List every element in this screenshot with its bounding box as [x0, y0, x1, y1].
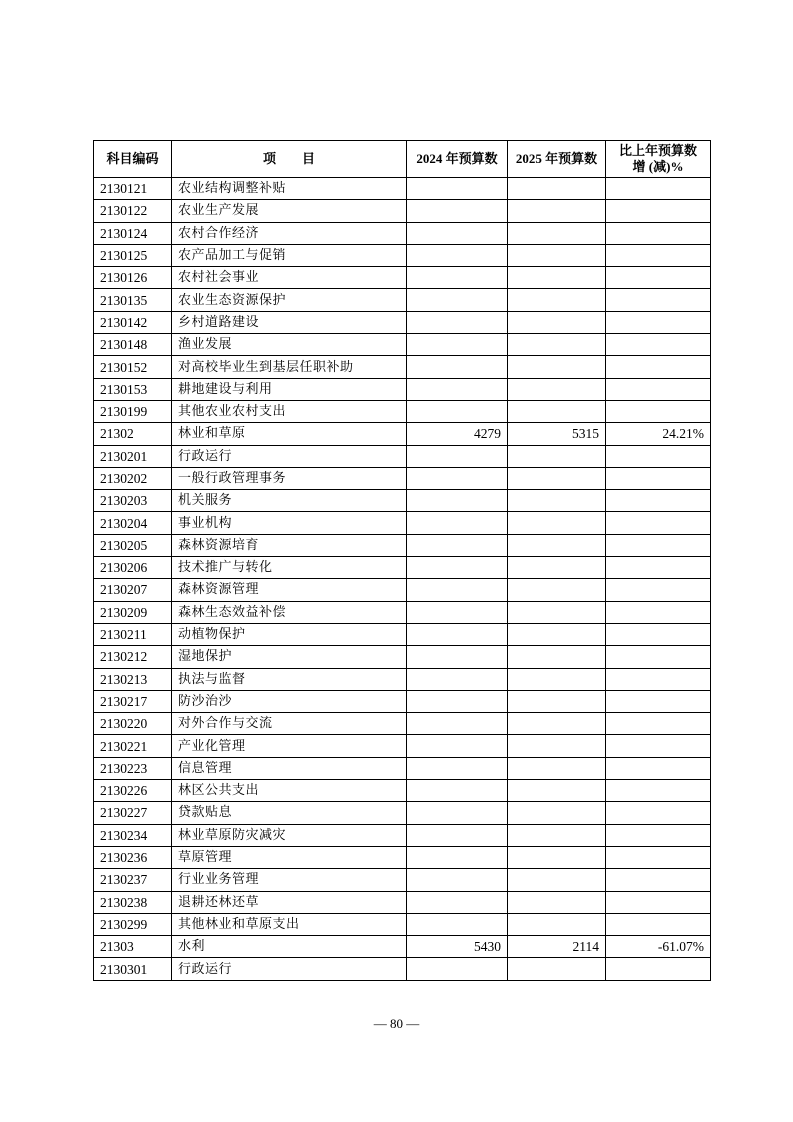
table-row [94, 356, 711, 378]
cell-code: 2130227 [94, 802, 172, 824]
cell-code: 2130122 [94, 200, 172, 222]
cell-name: 对外合作与交流 [172, 713, 407, 735]
cell-2025-budget [508, 668, 606, 690]
table-row [94, 757, 711, 779]
table-row [94, 623, 711, 645]
table-body [94, 178, 711, 981]
cell-2024-budget [407, 490, 508, 512]
cell-2024-budget [407, 222, 508, 244]
cell-change-percent [606, 824, 711, 846]
cell-change-percent [606, 467, 711, 489]
cell-name: 产业化管理 [172, 735, 407, 757]
table-row [94, 222, 711, 244]
cell-change-percent [606, 178, 711, 200]
cell-2025-budget [508, 445, 606, 467]
cell-2025-budget [508, 289, 606, 311]
cell-name: 森林生态效益补偿 [172, 601, 407, 623]
cell-change-percent [606, 445, 711, 467]
table-row [94, 267, 711, 289]
cell-2025-budget: 2114 [508, 936, 606, 958]
cell-2025-budget [508, 200, 606, 222]
cell-name: 农业生态资源保护 [172, 289, 407, 311]
cell-2024-budget [407, 824, 508, 846]
cell-change-percent: 24.21% [606, 423, 711, 445]
cell-code: 2130201 [94, 445, 172, 467]
cell-2025-budget [508, 735, 606, 757]
cell-change-percent [606, 846, 711, 868]
cell-2025-budget [508, 467, 606, 489]
cell-code: 2130226 [94, 780, 172, 802]
cell-name: 林业和草原 [172, 423, 407, 445]
cell-change-percent [606, 601, 711, 623]
cell-2024-budget [407, 289, 508, 311]
cell-name: 对高校毕业生到基层任职补助 [172, 356, 407, 378]
cell-code: 2130199 [94, 400, 172, 422]
cell-2025-budget [508, 780, 606, 802]
cell-name: 一般行政管理事务 [172, 467, 407, 489]
cell-name: 耕地建设与利用 [172, 378, 407, 400]
cell-code: 2130206 [94, 557, 172, 579]
cell-name: 其他农业农村支出 [172, 400, 407, 422]
cell-change-percent [606, 802, 711, 824]
cell-2024-budget [407, 802, 508, 824]
cell-name: 农业生产发展 [172, 200, 407, 222]
cell-code: 2130234 [94, 824, 172, 846]
cell-code: 2130223 [94, 757, 172, 779]
cell-2025-budget [508, 891, 606, 913]
table-row [94, 579, 711, 601]
cell-name: 机关服务 [172, 490, 407, 512]
cell-change-percent [606, 311, 711, 333]
cell-change-percent [606, 668, 711, 690]
table-row [94, 334, 711, 356]
table-row [94, 467, 711, 489]
cell-change-percent [606, 869, 711, 891]
cell-2025-budget [508, 869, 606, 891]
table-row [94, 735, 711, 757]
cell-2025-budget [508, 244, 606, 266]
cell-change-percent [606, 713, 711, 735]
cell-2024-budget [407, 646, 508, 668]
header-2024-budget: 2024 年预算数 [407, 141, 508, 178]
cell-2024-budget [407, 200, 508, 222]
cell-2024-budget [407, 557, 508, 579]
table-row [94, 423, 711, 445]
cell-code: 2130220 [94, 713, 172, 735]
table-row [94, 200, 711, 222]
table-row [94, 668, 711, 690]
cell-name: 动植物保护 [172, 623, 407, 645]
header-change-line1: 比上年预算数 [618, 143, 697, 158]
table-row [94, 846, 711, 868]
cell-change-percent [606, 222, 711, 244]
table-row [94, 512, 711, 534]
cell-change-percent [606, 579, 711, 601]
cell-2025-budget [508, 557, 606, 579]
table-row [94, 690, 711, 712]
cell-2024-budget [407, 356, 508, 378]
cell-name: 湿地保护 [172, 646, 407, 668]
cell-2025-budget [508, 512, 606, 534]
cell-2025-budget [508, 311, 606, 333]
cell-2025-budget [508, 646, 606, 668]
cell-name: 事业机构 [172, 512, 407, 534]
cell-change-percent [606, 244, 711, 266]
table-row [94, 802, 711, 824]
table-row [94, 490, 711, 512]
cell-change-percent [606, 534, 711, 556]
cell-change-percent [606, 334, 711, 356]
cell-2025-budget: 5315 [508, 423, 606, 445]
cell-name: 贷款贴息 [172, 802, 407, 824]
cell-code: 2130121 [94, 178, 172, 200]
cell-change-percent [606, 200, 711, 222]
cell-name: 技术推广与转化 [172, 557, 407, 579]
cell-code: 2130217 [94, 690, 172, 712]
table-row [94, 400, 711, 422]
cell-code: 2130236 [94, 846, 172, 868]
cell-code: 2130135 [94, 289, 172, 311]
cell-2024-budget: 4279 [407, 423, 508, 445]
cell-change-percent [606, 267, 711, 289]
cell-2024-budget [407, 668, 508, 690]
cell-2025-budget [508, 913, 606, 935]
cell-code: 2130211 [94, 623, 172, 645]
table-row [94, 913, 711, 935]
cell-change-percent [606, 289, 711, 311]
cell-name: 农业结构调整补贴 [172, 178, 407, 200]
cell-code: 2130124 [94, 222, 172, 244]
cell-change-percent [606, 490, 711, 512]
cell-2024-budget [407, 378, 508, 400]
cell-2024-budget [407, 690, 508, 712]
cell-2024-budget [407, 311, 508, 333]
cell-2024-budget [407, 334, 508, 356]
cell-2024-budget [407, 244, 508, 266]
cell-code: 2130212 [94, 646, 172, 668]
cell-2024-budget [407, 846, 508, 868]
cell-name: 林区公共支出 [172, 780, 407, 802]
cell-name: 农产品加工与促销 [172, 244, 407, 266]
table-row [94, 534, 711, 556]
table-row [94, 557, 711, 579]
table-row [94, 869, 711, 891]
cell-code: 2130209 [94, 601, 172, 623]
cell-2025-budget [508, 846, 606, 868]
cell-name: 森林资源培育 [172, 534, 407, 556]
header-2025-budget: 2025 年预算数 [508, 141, 606, 178]
cell-2024-budget [407, 891, 508, 913]
header-name: 项 目 [172, 141, 407, 178]
cell-2025-budget [508, 222, 606, 244]
cell-change-percent [606, 557, 711, 579]
cell-2024-budget [407, 534, 508, 556]
cell-change-percent [606, 780, 711, 802]
cell-2025-budget [508, 623, 606, 645]
cell-name: 退耕还林还草 [172, 891, 407, 913]
cell-2024-budget [407, 467, 508, 489]
cell-code: 2130207 [94, 579, 172, 601]
cell-2025-budget [508, 579, 606, 601]
header-row [94, 141, 711, 178]
cell-name: 行政运行 [172, 445, 407, 467]
cell-code: 2130125 [94, 244, 172, 266]
cell-code: 2130152 [94, 356, 172, 378]
cell-code: 21303 [94, 936, 172, 958]
cell-2025-budget [508, 178, 606, 200]
cell-2024-budget [407, 780, 508, 802]
cell-change-percent [606, 891, 711, 913]
cell-2025-budget [508, 334, 606, 356]
cell-2025-budget [508, 958, 606, 980]
cell-2024-budget [407, 601, 508, 623]
cell-name: 信息管理 [172, 757, 407, 779]
cell-2025-budget [508, 713, 606, 735]
table-header [94, 141, 711, 178]
cell-name: 农村合作经济 [172, 222, 407, 244]
page-number: — 80 — [373, 1016, 420, 1031]
cell-code: 2130203 [94, 490, 172, 512]
cell-2024-budget: 5430 [407, 936, 508, 958]
cell-2025-budget [508, 267, 606, 289]
table-row [94, 958, 711, 980]
table-row [94, 646, 711, 668]
cell-2025-budget [508, 601, 606, 623]
cell-code: 2130126 [94, 267, 172, 289]
header-change-line2: 增 (减)% [632, 159, 684, 174]
cell-code: 2130153 [94, 378, 172, 400]
cell-2025-budget [508, 400, 606, 422]
cell-name: 行业业务管理 [172, 869, 407, 891]
cell-2025-budget [508, 356, 606, 378]
cell-change-percent [606, 400, 711, 422]
cell-code: 2130237 [94, 869, 172, 891]
table-row [94, 289, 711, 311]
header-code: 科目编码 [94, 141, 172, 178]
cell-2024-budget [407, 757, 508, 779]
cell-name: 水利 [172, 936, 407, 958]
cell-2024-budget [407, 869, 508, 891]
cell-2025-budget [508, 534, 606, 556]
table-row [94, 713, 711, 735]
table-row [94, 311, 711, 333]
cell-change-percent [606, 735, 711, 757]
cell-name: 渔业发展 [172, 334, 407, 356]
cell-change-percent [606, 913, 711, 935]
cell-code: 2130204 [94, 512, 172, 534]
cell-2024-budget [407, 913, 508, 935]
cell-name: 执法与监督 [172, 668, 407, 690]
header-change-percent [606, 141, 711, 178]
cell-2025-budget [508, 378, 606, 400]
cell-name: 其他林业和草原支出 [172, 913, 407, 935]
cell-2025-budget [508, 757, 606, 779]
cell-change-percent [606, 512, 711, 534]
cell-2024-budget [407, 178, 508, 200]
cell-code: 2130148 [94, 334, 172, 356]
table-row [94, 601, 711, 623]
cell-name: 农村社会事业 [172, 267, 407, 289]
cell-name: 森林资源管理 [172, 579, 407, 601]
cell-2024-budget [407, 579, 508, 601]
cell-name: 行政运行 [172, 958, 407, 980]
cell-code: 2130221 [94, 735, 172, 757]
cell-2024-budget [407, 958, 508, 980]
cell-code: 2130205 [94, 534, 172, 556]
table-row [94, 780, 711, 802]
cell-2024-budget [407, 400, 508, 422]
cell-2024-budget [407, 623, 508, 645]
table-row [94, 244, 711, 266]
cell-2024-budget [407, 713, 508, 735]
cell-name: 乡村道路建设 [172, 311, 407, 333]
cell-2025-budget [508, 802, 606, 824]
table-row [94, 178, 711, 200]
cell-2024-budget [407, 267, 508, 289]
cell-2025-budget [508, 824, 606, 846]
cell-code: 2130142 [94, 311, 172, 333]
cell-2025-budget [508, 690, 606, 712]
table-row [94, 936, 711, 958]
cell-name: 防沙治沙 [172, 690, 407, 712]
cell-code: 2130213 [94, 668, 172, 690]
cell-change-percent: -61.07% [606, 936, 711, 958]
cell-code: 2130238 [94, 891, 172, 913]
cell-change-percent [606, 356, 711, 378]
cell-code: 2130202 [94, 467, 172, 489]
cell-2024-budget [407, 445, 508, 467]
cell-code: 2130299 [94, 913, 172, 935]
table-row [94, 824, 711, 846]
cell-name: 草原管理 [172, 846, 407, 868]
cell-change-percent [606, 958, 711, 980]
budget-table [93, 140, 711, 981]
cell-2024-budget [407, 735, 508, 757]
table-row [94, 378, 711, 400]
cell-change-percent [606, 646, 711, 668]
cell-change-percent [606, 690, 711, 712]
cell-change-percent [606, 623, 711, 645]
table-row [94, 445, 711, 467]
cell-name: 林业草原防灾减灾 [172, 824, 407, 846]
cell-2025-budget [508, 490, 606, 512]
cell-code: 21302 [94, 423, 172, 445]
table-row [94, 891, 711, 913]
cell-code: 2130301 [94, 958, 172, 980]
cell-change-percent [606, 378, 711, 400]
cell-2024-budget [407, 512, 508, 534]
cell-change-percent [606, 757, 711, 779]
